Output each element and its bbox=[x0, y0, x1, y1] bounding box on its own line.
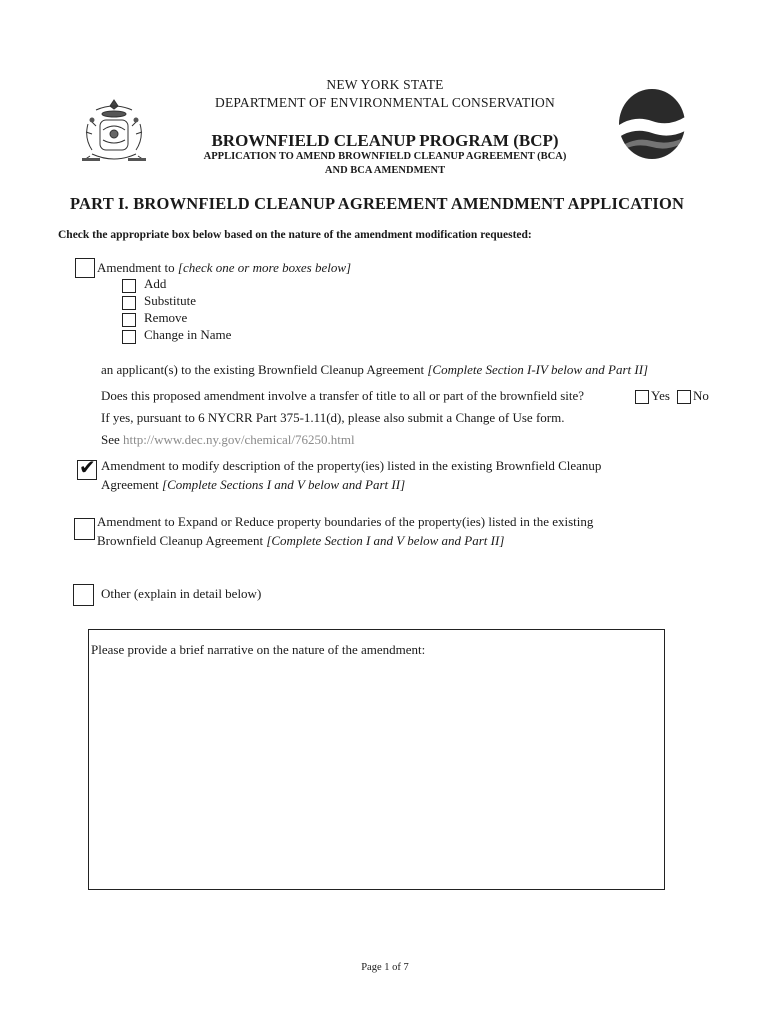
sub-option-substitute-checkbox[interactable] bbox=[122, 296, 136, 310]
sub-option-remove-checkbox[interactable] bbox=[122, 313, 136, 327]
sub-option-add-checkbox[interactable] bbox=[122, 279, 136, 293]
sub-option-change-in-name-checkbox[interactable] bbox=[122, 330, 136, 344]
amendment-to-label-note: [check one or more boxes below] bbox=[177, 260, 352, 275]
program-title: BROWNFIELD CLEANUP PROGRAM (BCP) bbox=[211, 131, 559, 150]
transfer-yes-checkbox[interactable] bbox=[635, 390, 649, 404]
application-title-line2: AND BCA AMENDMENT bbox=[324, 165, 446, 176]
sub-option-change-in-name-label: Change in Name bbox=[144, 327, 232, 342]
transfer-no-label: No bbox=[693, 388, 709, 403]
expand-reduce-checkbox[interactable] bbox=[74, 518, 95, 540]
sub-option-remove-label: Remove bbox=[144, 310, 188, 325]
applicant-text bbox=[101, 362, 648, 378]
checkmark-icon: ✔ bbox=[79, 455, 96, 479]
sub-option-add-label: Add bbox=[144, 276, 167, 291]
see-link-prefix: See bbox=[101, 432, 124, 447]
expand-reduce-line1: Amendment to Expand or Reduce property boundaries of the property(ies) listed in the existing bbox=[97, 514, 594, 529]
agency-name-line1: NEW YORK STATE bbox=[326, 77, 444, 92]
expand-reduce-line2-text: Brownfield Cleanup Agreement bbox=[97, 533, 267, 548]
instruction-text: Check the appropriate box below based on the nature of the amendment modification requested: bbox=[58, 229, 532, 241]
modify-description-line2 bbox=[101, 477, 405, 493]
amendment-to-checkbox[interactable] bbox=[75, 258, 95, 278]
amendment-to-label bbox=[97, 260, 351, 276]
expand-reduce-line2 bbox=[97, 533, 504, 549]
transfer-yes-label: Yes bbox=[651, 388, 670, 403]
modify-description-line2-note: [Complete Sections I and V below and Part II] bbox=[162, 477, 406, 492]
modify-description-line2-text: Agreement bbox=[101, 477, 163, 492]
expand-reduce-line2-note: [Complete Section I and V below and Part II] bbox=[266, 533, 505, 548]
amendment-to-label-text: Amendment to bbox=[97, 260, 178, 275]
other-checkbox[interactable] bbox=[73, 584, 94, 606]
page-number: Page 1 of 7 bbox=[361, 962, 409, 973]
modify-description-line1: Amendment to modify description of the property(ies) listed in the existing Brownfield Cleanup bbox=[101, 458, 602, 473]
sub-option-substitute-label: Substitute bbox=[144, 293, 197, 308]
application-title-line1: APPLICATION TO AMEND BROWNFIELD CLEANUP AGREEMENT (BCA) bbox=[203, 151, 567, 162]
change-of-use-note: If yes, pursuant to 6 NYCRR Part 375-1.11(d), please also submit a Change of Use form. bbox=[101, 410, 565, 425]
applicant-text-main: an applicant(s) to the existing Brownfield Cleanup Agreement bbox=[101, 362, 428, 377]
applicant-text-note: [Complete Section I-IV below and Part II] bbox=[427, 362, 649, 377]
agency-name-line2: DEPARTMENT OF ENVIRONMENTAL CONSERVATION bbox=[215, 95, 555, 110]
transfer-no-checkbox[interactable] bbox=[677, 390, 691, 404]
see-link-line bbox=[101, 432, 355, 448]
transfer-question: Does this proposed amendment involve a transfer of title to all or part of the brownfield site? bbox=[101, 388, 585, 403]
narrative-prompt: Please provide a brief narrative on the nature of the amendment: bbox=[91, 642, 426, 657]
change-of-use-link[interactable]: http://www.dec.ny.gov/chemical/76250.html bbox=[123, 432, 355, 447]
narrative-textarea[interactable] bbox=[88, 629, 665, 890]
modify-description-checkbox[interactable] bbox=[77, 455, 97, 480]
part-title: PART I. BROWNFIELD CLEANUP AGREEMENT AMENDMENT APPLICATION bbox=[70, 194, 685, 213]
other-label: Other (explain in detail below) bbox=[101, 586, 262, 601]
